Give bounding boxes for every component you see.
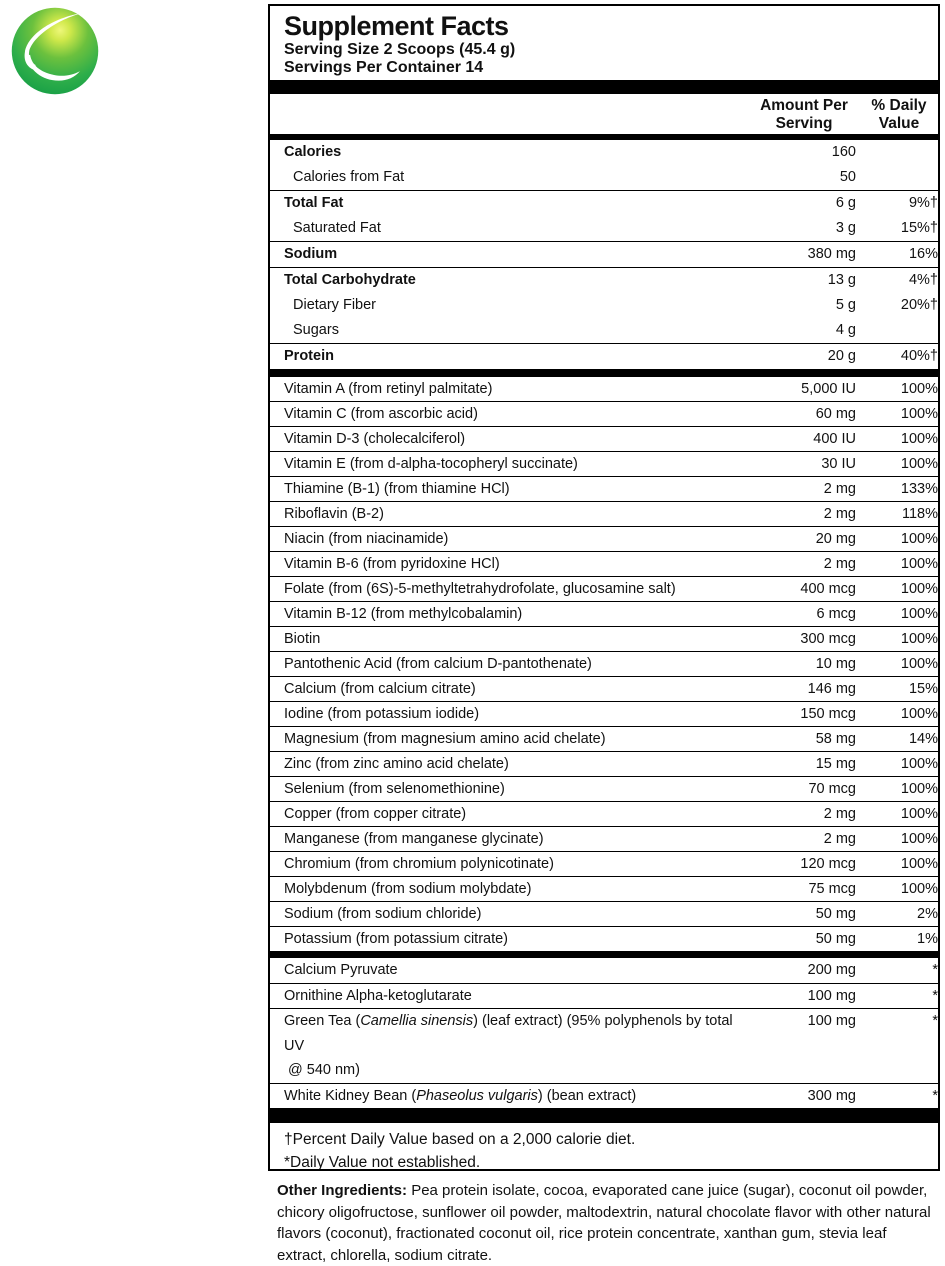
fact-row [270,476,938,501]
nutrient-name: Thiamine (B-1) (from thiamine HCl) [284,481,510,497]
fact-row [270,751,938,776]
daily-value-percent: 16% [908,246,938,262]
fact-row [270,401,938,426]
fact-row [270,451,938,476]
amount-per-serving-value: 160 [831,144,856,160]
amount-per-serving-value: 150 mcg [800,706,856,722]
daily-value-percent: 9%† [908,195,938,211]
daily-value-percent: 100% [900,706,938,722]
footnote-not-established: *Daily Value not established. [284,1154,481,1171]
amount-per-serving-value: 30 IU [821,456,856,472]
amount-per-serving-value: 58 mg [815,731,856,747]
daily-value-percent: 100% [900,831,938,847]
amount-per-serving-value: 20 g [827,348,856,364]
other-ingredients-label: Other Ingredients: [277,1182,408,1199]
fact-row [270,926,938,951]
nutrient-name: Manganese (from manganese glycinate) [284,831,544,847]
fact-row [270,1008,938,1083]
nutrient-name: Vitamin D-3 (cholecalciferol) [284,431,466,447]
daily-value-percent: * [932,987,938,1004]
servings-per-container: Servings Per Container 14 [284,59,484,76]
amount-per-serving-value: 50 mg [815,931,856,947]
daily-value-percent: 100% [900,556,938,572]
daily-value-percent: 20%† [900,297,938,313]
daily-value-percent: 100% [900,856,938,872]
nutrient-name: Sugars [293,322,339,338]
daily-value-percent: 100% [900,431,938,447]
nutrient-name: Copper (from copper citrate) [284,806,467,822]
fact-row [270,190,938,216]
nutrient-name: Total Fat [284,195,344,211]
fact-row [270,318,938,343]
daily-value-percent: 100% [900,581,938,597]
amount-per-serving-value: 3 g [835,220,856,236]
fact-row [270,876,938,901]
fact-row [270,726,938,751]
daily-value-percent: * [932,1087,938,1104]
nutrient-name: Niacin (from niacinamide) [284,531,449,547]
divider-bar-medium [270,951,938,958]
fact-row [270,701,938,726]
amount-per-serving-value: 2 mg [823,831,856,847]
daily-value-percent: * [932,1013,938,1029]
daily-value-percent: 4%† [908,272,938,288]
fact-row [270,651,938,676]
amount-per-serving-value: 6 mcg [816,606,856,622]
nutrient-name: White Kidney Bean (Phaseolus vulgaris) (bean extract) [284,1087,637,1104]
nutrient-name: Calcium (from calcium citrate) [284,681,476,697]
vitamins-minerals-section [270,377,938,951]
amount-per-serving-value: 300 mcg [800,631,856,647]
fact-row [270,140,938,165]
amount-per-serving-value: 70 mcg [808,781,856,797]
panel-title: Supplement Facts [284,11,509,41]
amount-per-serving-value: 4 g [835,322,856,338]
amount-per-serving-value: 400 mcg [800,581,856,597]
fact-row [270,776,938,801]
amount-per-serving-value: 6 g [835,195,856,211]
serving-size: Serving Size 2 Scoops (45.4 g) [284,41,516,58]
daily-value-percent: 100% [900,631,938,647]
amount-per-serving-value: 20 mg [815,531,856,547]
amount-per-serving-value: 75 mcg [808,881,856,897]
fact-row [270,267,938,293]
fact-row [270,826,938,851]
daily-value-percent: 40%† [900,348,938,364]
sphere-logo-icon [8,4,102,98]
other-actives-section [270,958,938,1108]
daily-value-percent: 14% [908,731,938,747]
fact-row [270,983,938,1009]
nutrient-name: Molybdenum (from sodium molybdate) [284,881,532,897]
amount-per-serving-value: 2 mg [823,806,856,822]
nutrient-name: Total Carbohydrate [284,272,416,288]
amount-per-serving-value: 146 mg [807,681,856,697]
daily-value-percent: 100% [900,756,938,772]
fact-row [270,576,938,601]
fact-row [270,1083,938,1109]
nutrient-name: Potassium (from potassium citrate) [284,931,509,947]
daily-value-percent: 100% [900,806,938,822]
nutrient-name: Calcium Pyruvate [284,962,398,978]
daily-value-percent: 100% [900,781,938,797]
daily-value-percent: * [932,962,938,978]
nutrient-name: Iodine (from potassium iodide) [284,706,480,722]
amount-per-serving-value: 100 mg [807,1013,856,1029]
fact-row [270,216,938,241]
nutrient-name: Sodium [284,246,338,262]
amount-per-serving-value: 200 mg [807,962,856,978]
amount-per-serving-value: 120 mcg [800,856,856,872]
daily-value-percent: 1% [917,931,938,947]
amount-per-serving-value: 50 mg [815,906,856,922]
nutrient-name: Ornithine Alpha-ketoglutarate [284,987,472,1004]
daily-value-percent: 100% [900,531,938,547]
daily-value-percent: 100% [900,656,938,672]
divider-bar-thick [270,1108,938,1123]
amount-per-serving-value: 2 mg [823,506,856,522]
daily-value-percent: 100% [900,381,938,397]
daily-value-percent: 100% [900,881,938,897]
fact-row [270,165,938,190]
amount-per-serving-value: 13 g [827,272,856,288]
other-ingredients-text: Pea protein isolate, cocoa, evaporated cane juice (sugar), coconut oil powder, chicory oligofructose, sunflower oil powder, maltodextrin, natural chocolate flavor with other natural flavors (coconut), fractionated coconut oil, rice protein concentrate, xanthan gum, stevia leaf extract, chlorella, sodium citrate. [277,1182,931,1264]
nutrient-name: Chromium (from chromium polynicotinate) [284,856,554,872]
nutrient-name: Vitamin E (from d-alpha-tocopheryl succinate) [284,456,578,472]
nutrient-name: Vitamin B-12 (from methylcobalamin) [284,606,523,622]
nutrient-name: Calories [284,144,342,160]
fact-row [270,901,938,926]
amount-per-serving-value: 60 mg [815,406,856,422]
amount-per-serving-value: 300 mg [807,1087,856,1104]
fact-row [270,551,938,576]
daily-value-percent: 100% [900,406,938,422]
amount-per-serving-value: 5 g [835,297,856,313]
amount-per-serving-value: 2 mg [823,481,856,497]
divider-bar-thick [270,80,938,94]
daily-value-percent: 118% [901,506,938,522]
supplement-facts-panel [268,4,940,1171]
panel-header [270,6,938,80]
fact-row [270,241,938,267]
nutrient-name: Folate (from (6S)-5-methyltetrahydrofolate, glucosamine salt) [284,581,676,597]
nutrient-name: Sodium (from sodium chloride) [284,906,482,922]
fact-row [270,526,938,551]
nutrient-name: Biotin [284,631,321,647]
nutrient-name: Zinc (from zinc amino acid chelate) [284,756,509,772]
fact-row [270,501,938,526]
macronutrients-section [270,140,938,369]
nutrient-name: Vitamin A (from retinyl palmitate) [284,381,493,397]
fact-row [270,426,938,451]
fact-row [270,293,938,318]
nutrient-name: Green Tea (Camellia sinensis) (leaf extract) (95% polyphenols by total UV @ 540 nm) [284,1013,733,1078]
amount-per-serving-value: 50 [839,169,856,185]
amount-per-serving-value: 2 mg [823,556,856,572]
amount-per-serving-header: Amount Per Serving [760,97,848,132]
nutrient-name: Magnesium (from magnesium amino acid chelate) [284,731,606,747]
footnotes [270,1123,938,1171]
fact-row [270,601,938,626]
amount-per-serving-value: 400 IU [813,431,856,447]
fact-row [270,801,938,826]
divider-bar-medium [270,369,938,377]
daily-value-percent: 15% [908,681,938,697]
amount-per-serving-value: 100 mg [807,987,856,1004]
amount-per-serving-value: 5,000 IU [801,381,856,397]
nutrient-name: Calories from Fat [293,169,405,185]
fact-row [270,676,938,701]
nutrient-name: Vitamin B-6 (from pyridoxine HCl) [284,556,500,572]
other-ingredients [277,1180,939,1266]
daily-value-percent: 15%† [900,220,938,236]
daily-value-percent: 2% [917,906,938,922]
nutrient-name: Selenium (from selenomethionine) [284,781,505,797]
nutrient-name: Vitamin C (from ascorbic acid) [284,406,478,422]
fact-row [270,851,938,876]
fact-row [270,958,938,983]
column-headers [270,94,938,134]
fact-row [270,626,938,651]
nutrient-name: Riboflavin (B-2) [284,506,384,522]
fact-row [270,377,938,401]
green-swoosh-sphere-logo [8,4,102,98]
nutrient-name: Dietary Fiber [293,297,376,313]
amount-per-serving-value: 15 mg [815,756,856,772]
nutrient-name: Pantothenic Acid (from calcium D-pantothenate) [284,656,592,672]
nutrient-name: Protein [284,348,334,364]
daily-value-percent: 100% [900,456,938,472]
daily-value-percent: 133% [900,481,938,497]
footnote-daily-value: †Percent Daily Value based on a 2,000 calorie diet. [284,1131,636,1148]
amount-per-serving-value: 380 mg [807,246,856,262]
percent-daily-value-header: % Daily Value [871,97,927,132]
daily-value-percent: 100% [900,606,938,622]
nutrient-name: Saturated Fat [293,220,381,236]
fact-row [270,343,938,369]
amount-per-serving-value: 10 mg [815,656,856,672]
